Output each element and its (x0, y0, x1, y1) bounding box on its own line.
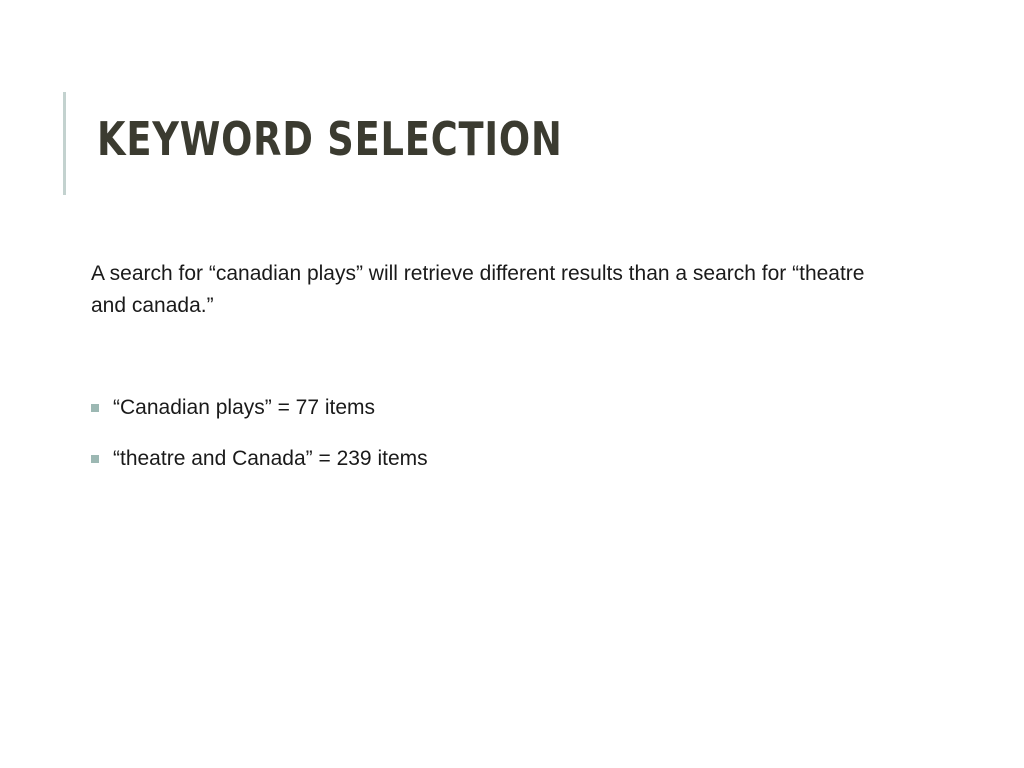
bullet-item (91, 392, 428, 424)
square-bullet-icon (91, 404, 99, 412)
slide-body-text: A search for “canadian plays” will retrieve different results than a search for “theatre and canada.” (91, 262, 865, 317)
bullet-item (91, 443, 428, 475)
bullet-text: “Canadian plays” = 77 items (113, 396, 376, 419)
slide-title: KEYWORD SELECTION (97, 112, 563, 166)
square-bullet-icon (91, 455, 99, 463)
bullet-text: “theatre and Canada” = 239 items (113, 447, 428, 470)
title-accent-bar (63, 92, 66, 195)
bullet-list (91, 392, 428, 494)
